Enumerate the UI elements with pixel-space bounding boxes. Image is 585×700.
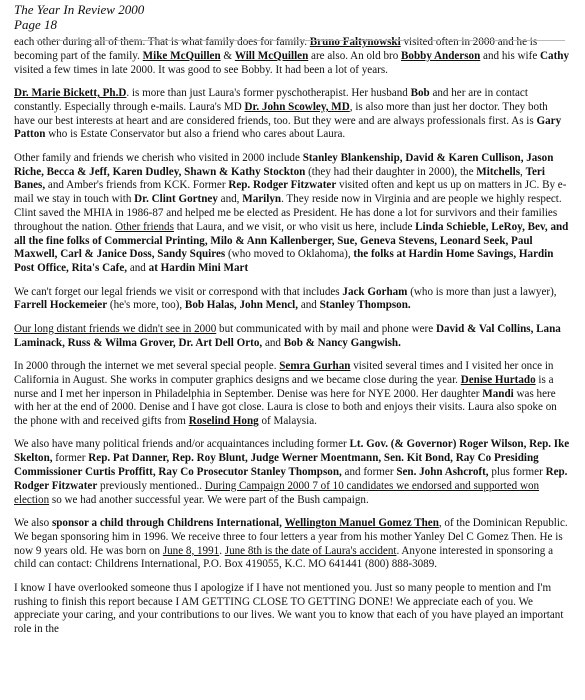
paragraph-text: but communicated with by mail and phone were	[216, 322, 436, 335]
paragraph-text: We can't forget our legal friends we visit or correspond with that includes	[14, 285, 343, 298]
newsletter-title: The Year In Review 2000	[14, 2, 145, 17]
paragraph-text: was here with her at the end of 2000. Denise and I have got close. Laura is close to both and enjoys their visits. Laura also spoke on the phone with and received gifts from	[14, 387, 557, 428]
paragraph-text: visited several times and I visited her once in California in August. She works in computer graphics designs and we became close during the year.	[14, 359, 554, 386]
name-highlight: During Campaign 2000 7 of 10 candidates we endorsed and supported won election	[14, 479, 540, 506]
paragraph-text: of Malaysia.	[258, 415, 317, 428]
name-highlight: Dr. John Scowley, MD	[244, 100, 350, 113]
paragraph-text: . is more than just Laura's former pyschotherapist. Her husband	[126, 86, 411, 99]
name-highlight: Stanley Thompson.	[319, 299, 411, 312]
paragraph-text: We also have many political friends and/or acquaintances including former	[14, 438, 350, 451]
name-highlight: Bruno Faltynowski	[309, 36, 401, 48]
name-highlight: Stanley Blankenship, David & Karen Cullison, Jason Riche, Becca & Jeff, Karen Dudley, Shawn & Kathy Stockton	[14, 151, 554, 178]
name-highlight: Dr. Marie Bickett, Ph.D	[14, 86, 127, 99]
paragraph-text: I know I have overlooked someone thus I apologize if I have not mentioned you. Just so many people to mention and I'm rushing to finish this report because I AM GETTING CLOSE TO GETTING DONE! We appreciate each of you. We appreciate your caring, and your contributions to our lives. We want you to know that each of you have played an important role in the	[14, 581, 564, 636]
header-divider	[36, 40, 565, 41]
name-highlight: Farrell Hockemeier	[14, 299, 108, 312]
name-highlight: June 8, 1991	[162, 544, 220, 557]
name-highlight: Linda Schieble, LeRoy, Bev, and all the fine folks of Commercial Printing, Milo & Ann Kallenberger, Sue, Geneva Stevens, Leonard Seek, Paul Maxwell, Carl & Janice Doss, Sandy Squires	[14, 220, 569, 261]
name-highlight: at Hardin Mini Mart	[148, 262, 249, 275]
paragraph-text: . Anyone interested in sponsoring a child can contact: Childrens International, P.O. Box 419055, K.C. MO 641441 (800) 888-3089.	[14, 544, 554, 571]
paragraph-text: and	[262, 336, 284, 349]
paragraph	[14, 360, 571, 429]
paragraph-text: visited often in 2000 and he is becoming part of the family.	[14, 36, 538, 62]
paragraph	[14, 286, 571, 314]
name-highlight: Will McQuillen	[234, 49, 309, 62]
paragraph-text: that Laura, and we visit, or who visit us here, include	[173, 220, 416, 233]
paragraph-text: and,	[217, 193, 243, 206]
paragraph-text: . They reside now in Virginia and are people we highly respect. Clint saved the MHIA in 1986-87 and helped me be elected as President. He has done a lot for survivors and their families throughout the nation.	[14, 193, 562, 233]
name-highlight: sponsor a child through Childrens International,	[51, 517, 282, 530]
name-highlight: Rep. Rodger Fitzwater	[228, 179, 337, 192]
paragraph-text: and former	[341, 466, 397, 479]
paragraph-text: and Amber's friends from KCK. Former	[45, 179, 229, 192]
paragraph	[14, 87, 571, 142]
paragraph	[14, 517, 571, 572]
paragraph-text: ,	[520, 165, 526, 178]
name-highlight: Mitchells	[476, 165, 521, 178]
name-highlight: Roselind Hong	[188, 415, 259, 428]
name-highlight: Bobby Anderson	[401, 49, 481, 62]
name-highlight: Lt. Gov. (& Governor) Roger Wilson, Rep. Ike Skelton,	[14, 438, 570, 465]
page-number: Page 18	[14, 17, 57, 32]
paragraph-text: In 2000 through the internet we met several special people.	[14, 359, 280, 372]
paragraph	[14, 36, 571, 77]
paragraph-text: (who moved to Oklahoma),	[225, 248, 354, 261]
name-highlight: Wellington Manuel Gomez Then	[284, 517, 439, 530]
name-highlight: Mandi	[482, 387, 514, 400]
name-highlight: Gary Patton	[14, 114, 562, 141]
paragraph-text: and	[298, 299, 320, 312]
paragraph-text: We also	[14, 517, 52, 530]
name-highlight: Bob	[410, 86, 430, 99]
document-body	[14, 36, 571, 637]
paragraph-text: so we had another successful year. We were part of the Bush campaign.	[49, 493, 369, 506]
name-highlight: Bob & Nancy Gangwish.	[283, 336, 401, 349]
name-highlight: Cathy	[540, 49, 570, 62]
name-highlight: Dr. Clint Gortney	[134, 193, 218, 206]
name-highlight: Sen. John Ashcroft,	[396, 466, 489, 479]
paragraph-text: plus former	[488, 466, 546, 479]
paragraph-text: (he's more, too),	[107, 299, 185, 312]
paragraph-text: and her are in contact constantly. Especially through e-mails. Laura's MD	[14, 86, 528, 113]
paragraph	[14, 582, 571, 637]
name-highlight: Denise Hurtado	[460, 373, 536, 386]
paragraph-text: , of the Dominican Republic. We began sponsoring him in 1996. We receive three to four letters a year from his mother Yanley Del C Gomez Then. He is now 9 years old. He was born on	[14, 517, 568, 557]
paragraph-text: former	[52, 452, 89, 465]
paragraph-text: each other during all of them. That is what family does for family.	[14, 36, 310, 48]
paragraph-text: is a nurse and I met her inperson in Philadelphia in September. Denise was here for NYE 2000. Her daughter	[14, 373, 554, 400]
paragraph-text: (they had their daughter in 2000), the	[305, 165, 477, 178]
name-highlight: Teri Banes,	[14, 165, 545, 192]
paragraph-text: are also. An old bro	[308, 49, 402, 62]
paragraph-text: (who is more than just a lawyer),	[407, 285, 557, 298]
paragraph-text: Other family and friends we cherish who visited in 2000 include	[14, 151, 303, 164]
name-highlight: Rep. Rodger Fitzwater	[14, 466, 568, 492]
paragraph-text: visited a few times in late 2000. It was good to see Bobby. It had been a lot of years.	[14, 63, 388, 76]
paragraph-text: , is also more than just her doctor. They both have our best interests at heart and are considered friends, too. But they were and are always professionals first. As is	[14, 100, 548, 127]
name-highlight: Jack Gorham	[342, 285, 408, 298]
paragraph-text: .	[219, 544, 225, 557]
name-highlight: Other friends	[115, 220, 174, 233]
paragraph-text: and his wife	[480, 49, 541, 62]
name-highlight: the folks at Hardin Home Savings, Hardin Post Office, Rita's Cafe,	[14, 248, 554, 275]
name-highlight: David & Val Collins, Lana Laminack, Russ & Wilma Grover, Dr. Art Dell Orto,	[14, 322, 561, 349]
name-highlight: June 8th is the date of Laura's accident	[224, 544, 397, 557]
page-header	[14, 2, 571, 32]
name-highlight: Marilyn	[242, 193, 282, 206]
name-highlight: Mike McQuillen	[142, 49, 221, 62]
name-highlight: Bob Halas, John Mencl,	[184, 299, 299, 312]
name-highlight: Semra Gurhan	[279, 359, 351, 372]
paragraph-text: visited often and kept us up on matters in JC. By e-mail we stay in touch with	[14, 179, 567, 206]
paragraph	[14, 438, 571, 507]
paragraph-text: previously mentioned..	[97, 479, 205, 492]
paragraph-text: and	[127, 262, 149, 275]
paragraph	[14, 152, 571, 276]
paragraph	[14, 323, 571, 351]
name-highlight: Our long distant friends we didn't see in 2000	[14, 322, 217, 335]
paragraph-text: who is Estate Conservator but also a friend who cares about Laura.	[45, 128, 346, 141]
name-highlight: Rep. Pat Danner, Rep. Roy Blunt, Judge Werner Moentmann, Sen. Kit Bond, Ray Co Presiding Commissioner Curtis Proffitt, Ray Co Prosecutor Stanley Thompson,	[14, 452, 539, 479]
paragraph-text: &	[220, 49, 235, 62]
